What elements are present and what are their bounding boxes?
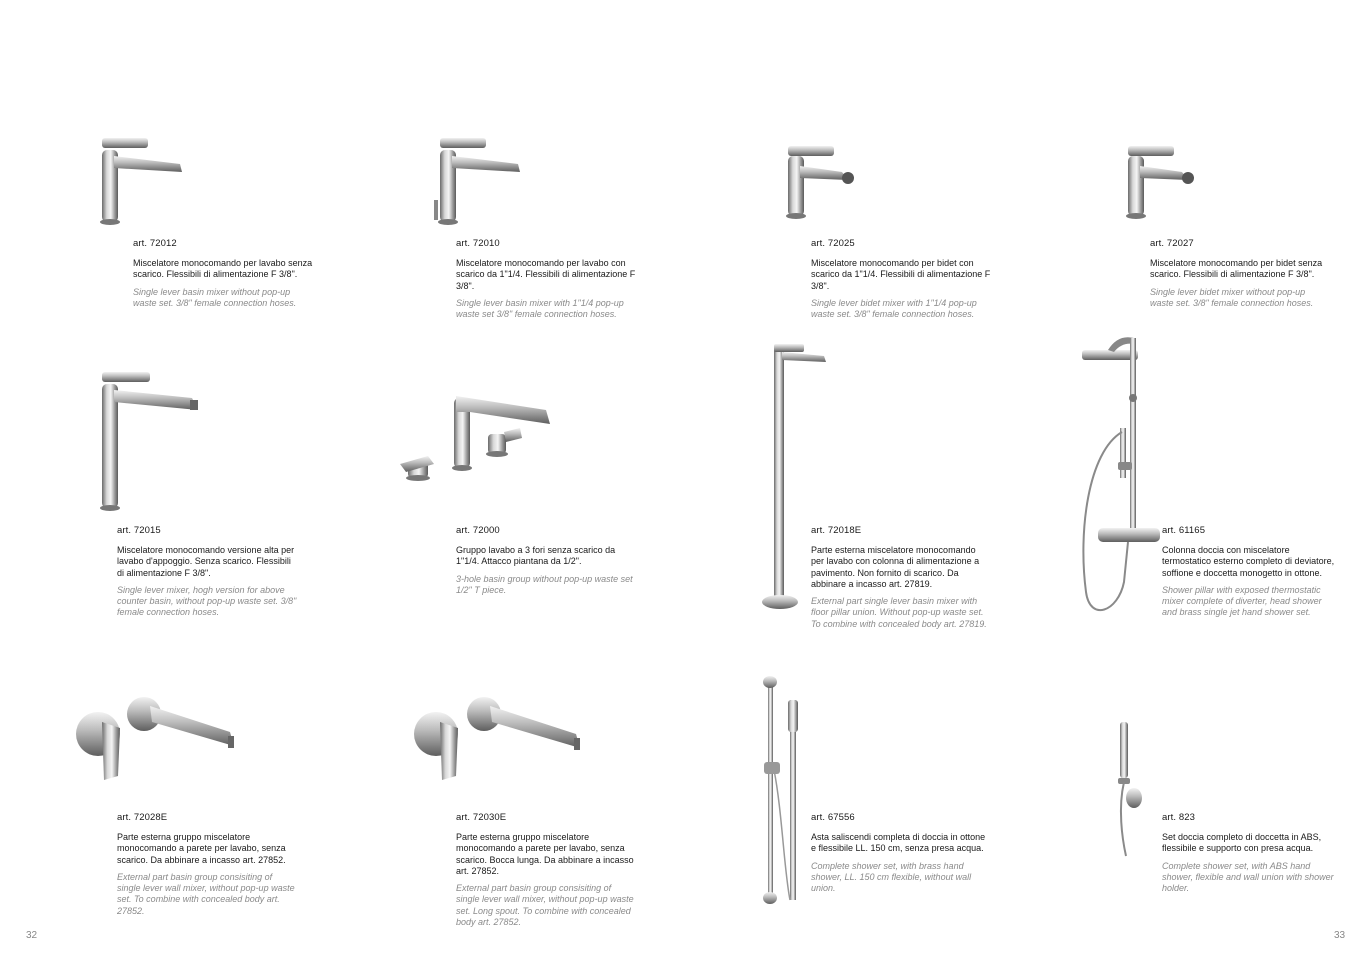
article-number: art. 72000: [456, 525, 500, 536]
description-it: Parte esterna miscelatore monocomando per lavabo con colonna di alimentazione a pavimento. Non fornito di scarico. Da abbinare a incasso art. 27819.: [811, 545, 980, 589]
description-en: Single lever mixer, hogh version for above counter basin, without pop-up waste set. 3/8" female connection hoses.: [117, 584, 297, 618]
description-en: External part single lever basin mixer with floor pillar union. Without pop-up waste set. To combine with concealed body art. 27819.: [811, 596, 987, 629]
product-image-shower-pillar: [1078, 332, 1162, 623]
description-it: Miscelatore monocomando per bidet senza scarico. Flessibili di alimentazione F 3/8".: [1150, 258, 1323, 280]
product-image-wall-basin-mixer-long: [410, 692, 584, 789]
article-number: art. 72028E: [117, 812, 168, 823]
article-number: art. 72027: [1150, 238, 1194, 249]
description-it: Parte esterna gruppo miscelatore monocomando a parete per lavabo, senza scarico. Da abbinare a incasso art. 27852.: [117, 832, 286, 865]
product-image-shower-set: [1112, 718, 1152, 863]
article-number: art. 72025: [811, 238, 855, 249]
article-number: art. 72015: [117, 525, 161, 536]
product-image-3-hole-basin-group: [396, 392, 554, 489]
article-number: art. 72030E: [456, 812, 507, 823]
article-number: art. 72018E: [811, 525, 862, 536]
description-it: Miscelatore monocomando per bidet con scarico da 1"1/4. Flessibili di alimentazione F 3/8".: [811, 258, 991, 291]
description-en: Complete shower set, with brass hand shower, LL. 150 cm flexible, without wall union.: [811, 860, 972, 894]
product-image-slide-rail: [754, 670, 804, 915]
article-number: art. 823: [1162, 812, 1196, 823]
article-number: art. 67556: [811, 812, 855, 823]
product-image-basin-mixer-waste: [432, 134, 522, 231]
product-text: [811, 525, 991, 630]
product-image-bidet-mixer: [782, 142, 862, 227]
description-it: Asta saliscendi completa di doccia in ottone e flessibile LL. 150 cm, senza presa acqua.: [811, 832, 986, 854]
page-number-right: 33: [1334, 930, 1346, 941]
description-en: Single lever bidet mixer without pop-up waste set. 3/8" female connection hoses.: [1150, 286, 1314, 308]
product-text: [811, 238, 991, 320]
product-text: [133, 238, 313, 309]
product-text: [117, 812, 297, 917]
description-it: Gruppo lavabo a 3 fori senza scarico da 1"1/4. Attacco piantana da 1/2".: [456, 545, 616, 567]
product-text: [811, 812, 991, 894]
product-image-basin-mixer: [96, 134, 186, 231]
description-it: Miscelatore monocomando per lavabo con scarico da 1"1/4. Flessibili di alimentazione F 3/8".: [456, 258, 636, 291]
article-number: art. 72012: [133, 238, 177, 249]
product-image-bidet-mixer: [1122, 142, 1202, 227]
description-en: Shower pillar with exposed thermostatic mixer complete of diverter, head shower and brass single jet hand shower set.: [1162, 584, 1322, 618]
description-it: Colonna doccia con miscelatore termostatico esterno completo di deviatore, soffione e doccetta monogetto in ottone.: [1162, 545, 1335, 578]
description-en: Complete shower set, with ABS hand shower, flexible and wall union with shower holder.: [1162, 860, 1334, 894]
product-image-tall-basin-mixer: [96, 370, 202, 517]
description-en: External part basin group consisiting of single lever wall mixer, without pop-up waste set. Long spout. To combine with concealed body art. 27852.: [456, 883, 634, 928]
product-image-wall-basin-mixer: [72, 692, 238, 789]
description-en: Single lever basin mixer without pop-up waste set. 3/8" female connection hoses.: [133, 286, 297, 308]
product-text: [1162, 812, 1342, 894]
product-text: [1150, 238, 1330, 309]
description-it: Miscelatore monocomando per lavabo senza scarico. Flessibili di alimentazione F 3/8".: [133, 258, 313, 280]
description-it: Set doccia completo di doccetta in ABS, flessibile e supporto con presa acqua.: [1162, 832, 1322, 854]
product-text: [1162, 525, 1338, 619]
product-text: [456, 525, 636, 596]
product-text: [117, 525, 297, 619]
page-number-left: 32: [26, 930, 38, 941]
article-number: art. 61165: [1162, 525, 1206, 536]
article-number: art. 72010: [456, 238, 500, 249]
description-en: Single lever bidet mixer with 1"1/4 pop-up waste set. 3/8" female connection hoses.: [811, 297, 977, 320]
description-en: External part basin group consisiting of single lever wall mixer, without pop-up waste set. To combine with concealed body art. 27852.: [117, 871, 295, 916]
description-en: Single lever basin mixer with 1"1/4 pop-up waste set 3/8" female connection hoses.: [456, 297, 624, 320]
product-text: [456, 812, 636, 928]
description-it: Parte esterna gruppo miscelatore monocomando a parete per lavabo, senza scarico. Bocca lunga. Da abbinare a incasso art. 27852.: [456, 832, 634, 876]
product-text: [456, 238, 636, 320]
description-en: 3-hole basin group without pop-up waste set 1/2" T piece.: [456, 573, 633, 595]
description-it: Miscelatore monocomando versione alta per lavabo d'appoggio. Senza scarico. Flessibili di alimentazione F 3/8".: [117, 545, 295, 578]
